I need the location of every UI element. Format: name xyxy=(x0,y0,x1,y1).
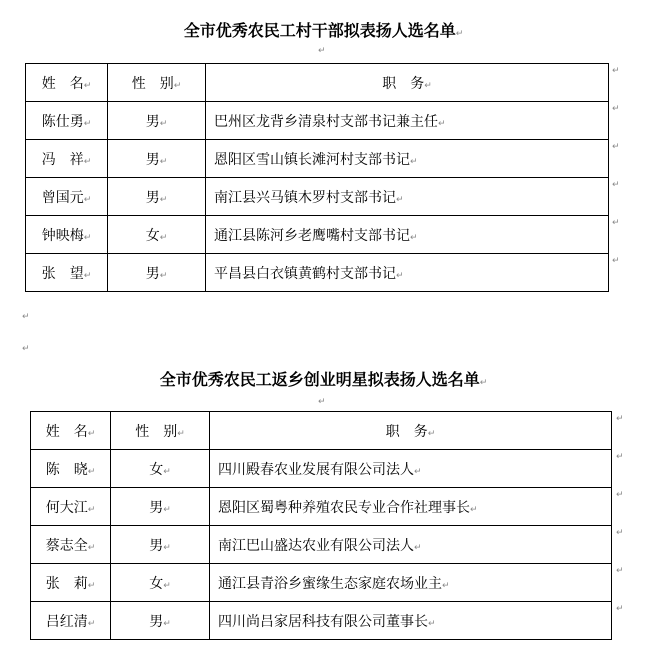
cell-gender: 女↵ xyxy=(108,216,206,254)
table-row xyxy=(26,102,609,140)
cadre-table xyxy=(25,63,609,292)
cell-position: 平昌县白衣镇黄鹤村支部书记↵ xyxy=(206,254,609,292)
table-row xyxy=(31,564,612,602)
row-end-mark-icon: ↵ xyxy=(612,142,620,152)
table-row xyxy=(26,254,609,292)
cell-name: 张 望↵ xyxy=(26,254,108,292)
cell-position: 恩阳区蜀粤种养殖农民专业合作社理事长↵ xyxy=(210,488,612,526)
paragraph-mark-icon: ↵ xyxy=(22,312,30,322)
cell-name: 陈 晓↵ xyxy=(31,450,111,488)
row-end-mark-icon: ↵ xyxy=(612,104,620,114)
cell-position: 四川尚吕家居科技有限公司董事长↵ xyxy=(210,602,612,640)
cell-gender: 女↵ xyxy=(111,564,210,602)
cell-name: 曾国元↵ xyxy=(26,178,108,216)
table-header-row xyxy=(31,412,612,450)
cell-gender: 男↵ xyxy=(108,102,206,140)
section1-title: 全市优秀农民工村干部拟表扬人选名单↵ xyxy=(183,21,464,40)
table-row xyxy=(26,216,609,254)
cell-position: 南江巴山盛达农业有限公司法人↵ xyxy=(210,526,612,564)
paragraph-mark-icon: ↵ xyxy=(479,378,488,388)
paragraph-mark-icon: ↵ xyxy=(22,344,30,354)
header-name: 姓 名↵ xyxy=(31,412,111,450)
row-end-mark-icon: ↵ xyxy=(616,452,624,462)
header-position: 职 务↵ xyxy=(210,412,612,450)
row-end-mark-icon: ↵ xyxy=(612,256,620,266)
header-gender: 性 别↵ xyxy=(111,412,210,450)
table-header-row xyxy=(26,64,609,102)
header-position: 职 务↵ xyxy=(206,64,609,102)
cell-position: 恩阳区雪山镇长滩河村支部书记↵ xyxy=(206,140,609,178)
cell-gender: 男↵ xyxy=(111,526,210,564)
table-row xyxy=(31,526,612,564)
row-end-mark-icon: ↵ xyxy=(616,490,624,500)
cell-name: 陈仕勇↵ xyxy=(26,102,108,140)
row-end-mark-icon: ↵ xyxy=(616,566,624,576)
cell-position: 通江县陈河乡老鹰嘴村支部书记↵ xyxy=(206,216,609,254)
row-end-mark-icon: ↵ xyxy=(612,66,620,76)
cell-gender: 男↵ xyxy=(108,254,206,292)
cell-name: 何大江↵ xyxy=(31,488,111,526)
header-name: 姓 名↵ xyxy=(26,64,108,102)
row-end-mark-icon: ↵ xyxy=(616,414,624,424)
row-end-mark-icon: ↵ xyxy=(612,218,620,228)
row-end-mark-icon: ↵ xyxy=(616,604,624,614)
cell-position: 南江县兴马镇木罗村支部书记↵ xyxy=(206,178,609,216)
paragraph-mark-icon: ↵ xyxy=(455,29,464,39)
table-row xyxy=(26,178,609,216)
cell-position: 通江县青浴乡蜜缘生态家庭农场业主↵ xyxy=(210,564,612,602)
cell-position: 巴州区龙背乡清泉村支部书记兼主任↵ xyxy=(206,102,609,140)
table-row xyxy=(31,602,612,640)
table-row xyxy=(31,488,612,526)
section2-title: 全市优秀农民工返乡创业明星拟表扬人选名单↵ xyxy=(159,370,488,389)
paragraph-mark-icon: ↵ xyxy=(318,46,326,56)
cell-gender: 男↵ xyxy=(111,602,210,640)
cell-position: 四川殿春农业发展有限公司法人↵ xyxy=(210,450,612,488)
table-row xyxy=(31,450,612,488)
cell-name: 冯 祥↵ xyxy=(26,140,108,178)
header-gender: 性 别↵ xyxy=(108,64,206,102)
cell-gender: 男↵ xyxy=(111,488,210,526)
table-row xyxy=(26,140,609,178)
cell-name: 吕红清↵ xyxy=(31,602,111,640)
row-end-mark-icon: ↵ xyxy=(616,528,624,538)
row-end-mark-icon: ↵ xyxy=(612,180,620,190)
cell-name: 蔡志全↵ xyxy=(31,526,111,564)
cell-gender: 女↵ xyxy=(111,450,210,488)
cell-gender: 男↵ xyxy=(108,178,206,216)
entrepreneur-table xyxy=(30,411,612,640)
cell-gender: 男↵ xyxy=(108,140,206,178)
cell-name: 钟映梅↵ xyxy=(26,216,108,254)
paragraph-mark-icon: ↵ xyxy=(318,397,326,407)
cell-name: 张 莉↵ xyxy=(31,564,111,602)
